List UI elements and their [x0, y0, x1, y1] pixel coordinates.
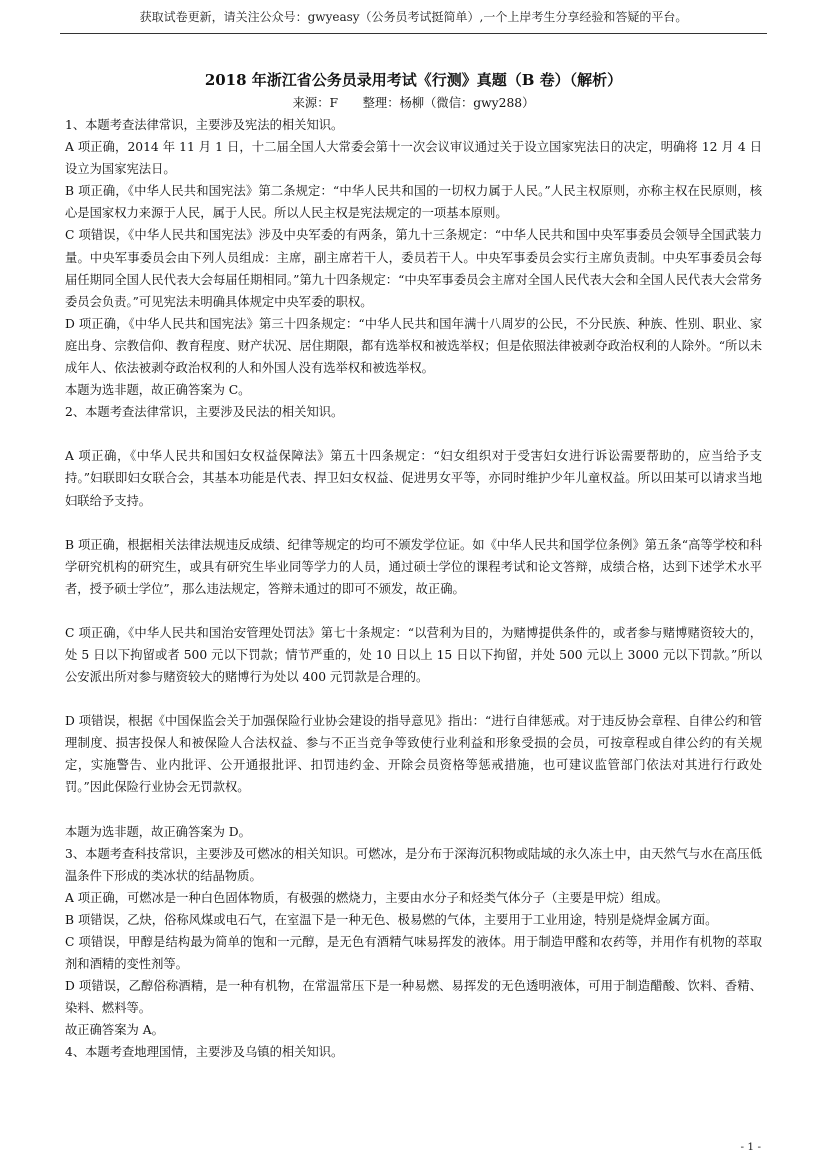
blank-line	[65, 688, 762, 710]
paragraph: 本题为选非题，故正确答案为 D。	[65, 824, 251, 839]
header-notice: 获取试卷更新，请关注公众号：gwyeasy（公务员考试挺简单）,一个上岸考生分享经验和答疑的平台。	[139, 10, 688, 24]
paragraph: D 项错误，乙醇俗称酒精，是一种有机物，在常温常压下是一种易燃、易挥发的无色透明液体，可用于制造醋酸、饮料、香精、染料、燃料等。	[65, 979, 762, 1016]
paragraph: D 项错误，根据《中国保监会关于加强保险行业协会建设的指导意见》指出：“进行自律惩戒。对于违反协会章程、自律公约和管理制度、损害投保人和被保险人合法权益、参与不正当竞争等致使行业利益和形象受损的会员，可按章程或自律公约的有关规定，实施警告、业内批评、公开通报批评、扣罚违约金、开除会员资格等惩戒措施，也可建议监管部门依法对其进行行政处罚。”因此保险行业协会无罚款权。	[65, 714, 762, 795]
document-body	[65, 68, 762, 1064]
paragraph: B 项正确，《中华人民共和国宪法》第二条规定：“中华人民共和国的一切权力属于人民。”人民主权原则，亦称主权在民原则，核心是国家权力来源于人民，属于人民。所以人民主权是宪法规定的一项基本原则。	[65, 184, 762, 221]
paragraph: B 项正确，根据相关法律法规违反成绩、纪律等规定的均可不颁发学位证。如《中华人民共和国学位条例》第五条“高等学校和科学研究机构的研究生，或具有研究生毕业同等学力的人员，通过硕士学位的课程考试和论文答辩，成绩合格，达到下述学术水平者，授予硕士学位”，那么违法规定，答辩未通过的即可不颁发，故正确。	[65, 537, 762, 596]
paragraph: 故正确答案为 A。	[65, 1023, 164, 1038]
blank-line	[65, 423, 762, 445]
paragraph: 本题为选非题，故正确答案为 C。	[65, 383, 251, 398]
paragraph: 3、本题考查科技常识，主要涉及可燃冰的相关知识。可燃冰，是分布于深海沉积物或陆域的永久冻土中，由天然气与水在高压低温条件下形成的类冰状的结晶物质。	[65, 846, 762, 883]
paragraph: A 项正确，可燃冰是一种白色固体物质，有极强的燃烧力，主要由水分子和烃类气体分子（主要是甲烷）组成。	[65, 890, 669, 905]
paragraph-list	[65, 114, 762, 1064]
blank-line	[65, 600, 762, 622]
page-number: - 1 -	[740, 1141, 761, 1153]
document-source: 来源：F 整理：杨柳（微信：gwy288）	[292, 96, 535, 110]
paragraph: B 项错误，乙炔，俗称风煤或电石气，在室温下是一种无色、极易燃的气体，主要用于工业用途，特别是烧焊金属方面。	[65, 912, 718, 927]
blank-line	[65, 512, 762, 534]
paragraph: 2、本题考查法律常识，主要涉及民法的相关知识。	[65, 405, 344, 420]
paragraph: 1、本题考查法律常识，主要涉及宪法的相关知识。	[65, 118, 344, 132]
paragraph: C 项错误，《中华人民共和国宪法》涉及中央军委的有两条，第九十三条规定：“中华人民共和国中央军事委员会领导全国武装力量。中央军事委员会由下列人员组成：主席，副主席若干人，委员若干人。中央军事委员会实行主席负责制。中央军事委员会每届任期同全国人民代表大会每届任期相同。”第九十四条规定：“中央军事委员会主席对全国人民代表大会和全国人民代表大会常务委员会负责。”可见宪法未明确具体规定中央军委的职权。	[65, 228, 762, 309]
paragraph: A 项正确，《中华人民共和国妇女权益保障法》第五十四条规定：“妇女组织对于受害妇女进行诉讼需要帮助的，应当给予支持。”妇联即妇女联合会，其基本功能是代表、捍卫妇女权益、促进男女平等，亦同时维护少年儿童权益。所以田某可以请求当地妇联给予支持。	[65, 449, 762, 508]
paragraph: 4、本题考查地理国情，主要涉及乌镇的相关知识。	[65, 1045, 344, 1060]
paragraph: C 项正确，《中华人民共和国治安管理处罚法》第七十条规定：“以营利为目的，为赌博提供条件的，或者参与赌博赌资较大的，处 5 日以下拘留或者 500 元以下罚款；情节严重的，处 10 日以上 15 日以下拘留，并处 500 元以上 3000 元以下罚款。”所以公安派出所对参与赌资较大的赌博行为处以 400 元罚款是合理的。	[65, 625, 762, 685]
paragraph: C 项错误，甲醇是结构最为简单的饱和一元醇，是无色有酒精气味易挥发的液体。用于制造甲醛和农药等，并用作有机物的萃取剂和酒精的变性剂等。	[65, 935, 762, 972]
header-divider	[60, 33, 767, 34]
paragraph: D 项正确，《中华人民共和国宪法》第三十四条规定：“中华人民共和国年满十八周岁的公民，不分民族、种族、性别、职业、家庭出身、宗教信仰、教育程度、财产状况、居住期限，都有选举权和被选举权；但是依照法律被剥夺政治权利的人除外。“所以未成年人、依法被剥夺政治权利的人和外国人没有选举权和被选举权。	[65, 316, 762, 376]
blank-line	[65, 799, 762, 821]
paragraph: A 项正确，2014 年 11 月 1 日，十二届全国人大常委会第十一次会议审议通过关于设立国家宪法日的决定，明确将 12 月 4 日设立为国家宪法日。	[65, 140, 762, 177]
document-title: 2018 年浙江省公务员录用考试《行测》真题（B 卷）（解析）	[204, 71, 623, 89]
